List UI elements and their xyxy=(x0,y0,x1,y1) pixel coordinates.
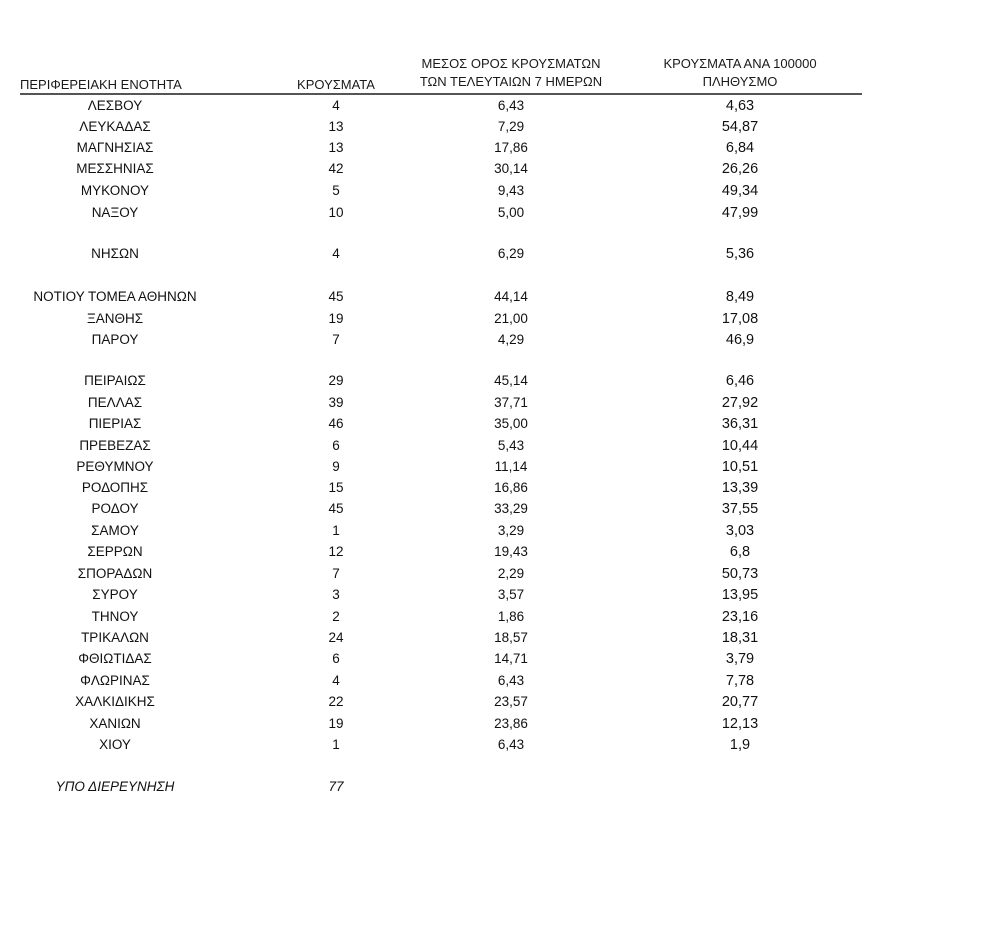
table-row xyxy=(0,437,1000,455)
table-row xyxy=(0,331,1000,349)
cell-avg-7-days: 9,43 xyxy=(497,183,525,198)
cell-cases: 7 xyxy=(332,332,340,347)
cell-avg-7-days: 19,43 xyxy=(494,544,528,559)
cell-cases: 42 xyxy=(328,161,344,176)
table-row xyxy=(0,736,1000,754)
cell-avg-7-days: 35,00 xyxy=(494,416,528,431)
cell-avg-7-days: 16,86 xyxy=(494,480,528,495)
cell-region: ΡΟΔΟΠΗΣ xyxy=(81,480,149,495)
table-row xyxy=(0,608,1000,626)
cell-avg-7-days: 18,57 xyxy=(494,630,528,645)
cell-region: ΠΡΕΒΕΖΑΣ xyxy=(79,438,151,453)
cell-region: ΣΕΡΡΩΝ xyxy=(87,544,143,559)
cell-region: ΝΑΞΟΥ xyxy=(91,205,139,220)
cell-avg-7-days: 30,14 xyxy=(494,161,528,176)
cell-per-100k: 10,51 xyxy=(721,459,759,475)
cell-per-100k: 26,26 xyxy=(721,161,759,177)
cell-per-100k: 13,95 xyxy=(721,587,759,603)
cell-avg-7-days: 17,86 xyxy=(494,140,528,155)
cell-per-100k: 27,92 xyxy=(721,395,759,411)
cell-avg-7-days: 23,57 xyxy=(494,694,528,709)
cell-cases: 4 xyxy=(332,98,340,113)
cell-cases: 22 xyxy=(328,694,344,709)
table-row xyxy=(0,479,1000,497)
cell-per-100k: 3,03 xyxy=(725,523,755,539)
cell-per-100k: 6,46 xyxy=(725,373,755,389)
cell-cases: 9 xyxy=(332,459,340,474)
cell-cases: 19 xyxy=(328,716,344,731)
cell-cases: 1 xyxy=(332,523,340,538)
cell-region: ΠΕΙΡΑΙΩΣ xyxy=(84,373,146,388)
cell-avg-7-days: 2,29 xyxy=(497,566,525,581)
table-row xyxy=(0,415,1000,433)
cell-per-100k: 49,34 xyxy=(721,183,759,199)
cell-avg-7-days: 4,29 xyxy=(497,332,525,347)
cell-region: ΣΥΡΟΥ xyxy=(92,587,138,602)
cell-region: ΣΠΟΡΑΔΩΝ xyxy=(77,566,153,581)
cell-region: ΞΑΝΘΗΣ xyxy=(86,311,144,326)
cell-region: ΦΘΙΩΤΙΔΑΣ xyxy=(78,651,152,666)
cell-per-100k: 1,9 xyxy=(729,737,751,753)
cell-cases: 24 xyxy=(328,630,344,645)
table-row xyxy=(0,372,1000,390)
table-row xyxy=(0,715,1000,733)
cell-avg-7-days: 3,29 xyxy=(497,523,525,538)
cell-region: ΜΥΚΟΝΟΥ xyxy=(80,183,150,198)
cell-region: ΠΕΛΛΑΣ xyxy=(87,395,143,410)
header-divider xyxy=(20,93,862,95)
cell-cases: 3 xyxy=(332,587,340,602)
header-avg-line-1: ΜΕΣΟΣ ΟΡΟΣ ΚΡΟΥΣΜΑΤΩΝ xyxy=(421,56,601,71)
cell-per-100k: 5,36 xyxy=(725,246,755,262)
cell-cases: 4 xyxy=(332,673,340,688)
table-row xyxy=(0,204,1000,222)
table-row xyxy=(0,522,1000,540)
cell-per-100k: 37,55 xyxy=(721,501,759,517)
cell-region: ΣΑΜΟΥ xyxy=(91,523,139,538)
cell-avg-7-days: 45,14 xyxy=(494,373,528,388)
header-region: ΠΕΡΙΦΕΡΕΙΑΚΗ ΕΝΟΤΗΤΑ xyxy=(20,77,182,92)
table-row xyxy=(0,543,1000,561)
cell-cases: 13 xyxy=(328,140,344,155)
footer-row xyxy=(0,778,1000,796)
cell-cases: 6 xyxy=(332,438,340,453)
header-per100k-line-2: ΠΛΗΘΥΣΜΟ xyxy=(702,74,778,89)
cell-region: ΜΑΓΝΗΣΙΑΣ xyxy=(76,140,154,155)
cell-cases: 12 xyxy=(328,544,344,559)
cell-avg-7-days: 37,71 xyxy=(494,395,528,410)
cell-avg-7-days: 7,29 xyxy=(497,119,525,134)
cell-region: ΠΙΕΡΙΑΣ xyxy=(88,416,142,431)
cell-cases: 4 xyxy=(332,246,340,261)
table-row xyxy=(0,500,1000,518)
cell-cases: 13 xyxy=(328,119,344,134)
cell-avg-7-days: 6,43 xyxy=(497,673,525,688)
cell-cases: 39 xyxy=(328,395,344,410)
cell-cases: 46 xyxy=(328,416,344,431)
cell-per-100k: 46,9 xyxy=(725,332,755,348)
cell-avg-7-days: 33,29 xyxy=(494,501,528,516)
cell-per-100k: 13,39 xyxy=(721,480,759,496)
table-row xyxy=(0,650,1000,668)
table-row xyxy=(0,182,1000,200)
cell-region: ΝΗΣΩΝ xyxy=(91,246,139,261)
cell-cases: 45 xyxy=(328,501,344,516)
table-row xyxy=(0,310,1000,328)
cell-avg-7-days: 21,00 xyxy=(494,311,528,326)
cell-cases: 5 xyxy=(332,183,340,198)
cell-region: ΤΗΝΟΥ xyxy=(91,609,139,624)
cell-avg-7-days: 23,86 xyxy=(494,716,528,731)
cell-per-100k: 17,08 xyxy=(721,311,759,327)
cell-avg-7-days: 5,00 xyxy=(497,205,525,220)
header-avg-7-days xyxy=(408,55,614,91)
table-row xyxy=(0,160,1000,178)
cell-per-100k: 6,8 xyxy=(729,544,751,560)
cell-avg-7-days: 6,43 xyxy=(497,737,525,752)
cell-region: ΛΕΥΚΑΔΑΣ xyxy=(79,119,151,134)
cell-avg-7-days: 5,43 xyxy=(497,438,525,453)
header-cases: ΚΡΟΥΣΜΑΤΑ xyxy=(297,77,375,92)
table-row xyxy=(0,118,1000,136)
cell-cases: 29 xyxy=(328,373,344,388)
cell-per-100k: 3,79 xyxy=(725,651,755,667)
cell-avg-7-days: 11,14 xyxy=(494,459,528,474)
cell-region: ΡΟΔΟΥ xyxy=(91,501,139,516)
cell-per-100k: 23,16 xyxy=(721,609,759,625)
table-row xyxy=(0,458,1000,476)
cell-per-100k: 20,77 xyxy=(721,694,759,710)
cell-per-100k: 12,13 xyxy=(721,716,759,732)
cell-per-100k: 8,49 xyxy=(725,289,755,305)
cell-cases: 2 xyxy=(332,609,340,624)
header-cases-per-100k xyxy=(642,55,838,91)
cell-region: ΜΕΣΣΗΝΙΑΣ xyxy=(76,161,154,176)
table-row xyxy=(0,394,1000,412)
cell-per-100k: 7,78 xyxy=(725,673,755,689)
cell-per-100k: 10,44 xyxy=(721,438,759,454)
table-row xyxy=(0,693,1000,711)
cell-avg-7-days: 44,14 xyxy=(494,289,528,304)
table-row xyxy=(0,565,1000,583)
cell-per-100k: 47,99 xyxy=(721,205,759,221)
cell-cases: 7 xyxy=(332,566,340,581)
cell-per-100k: 18,31 xyxy=(721,630,759,646)
cell-per-100k: 50,73 xyxy=(721,566,759,582)
cell-cases: 15 xyxy=(328,480,344,495)
cell-region: ΡΕΘΥΜΝΟΥ xyxy=(76,459,154,474)
cell-per-100k: 6,84 xyxy=(725,140,755,156)
cell-cases: 1 xyxy=(332,737,340,752)
cell-per-100k: 4,63 xyxy=(725,98,755,114)
cell-cases: 10 xyxy=(328,205,344,220)
cell-region: ΦΛΩΡΙΝΑΣ xyxy=(80,673,150,688)
cell-per-100k: 36,31 xyxy=(721,416,759,432)
footer-label: ΥΠΟ ΔΙΕΡΕΥΝΗΣΗ xyxy=(55,779,175,794)
cell-region: ΠΑΡΟΥ xyxy=(91,332,139,347)
cell-region: ΧΙΟΥ xyxy=(99,737,131,752)
cell-avg-7-days: 14,71 xyxy=(494,651,528,666)
cell-region: ΧΑΛΚΙΔΙΚΗΣ xyxy=(75,694,155,709)
cell-cases: 6 xyxy=(332,651,340,666)
cell-avg-7-days: 6,29 xyxy=(497,246,525,261)
table-row xyxy=(0,288,1000,306)
header-per100k-line-1: ΚΡΟΥΣΜΑΤΑ ΑΝΑ 100000 xyxy=(663,56,817,71)
footer-cases: 77 xyxy=(328,779,344,794)
table-row xyxy=(0,629,1000,647)
cell-avg-7-days: 3,57 xyxy=(497,587,525,602)
table-row xyxy=(0,97,1000,115)
cell-region: ΧΑΝΙΩΝ xyxy=(89,716,141,731)
cell-avg-7-days: 6,43 xyxy=(497,98,525,113)
header-avg-line-2: ΤΩΝ ΤΕΛΕΥΤΑΙΩΝ 7 ΗΜΕΡΩΝ xyxy=(419,74,603,89)
cell-region: ΝΟΤΙΟΥ ΤΟΜΕΑ ΑΘΗΝΩΝ xyxy=(33,289,197,304)
cell-avg-7-days: 1,86 xyxy=(497,609,525,624)
table-row xyxy=(0,586,1000,604)
cell-cases: 45 xyxy=(328,289,344,304)
cell-region: ΤΡΙΚΑΛΩΝ xyxy=(81,630,149,645)
table-row xyxy=(0,672,1000,690)
cell-cases: 19 xyxy=(328,311,344,326)
table-row xyxy=(0,139,1000,157)
cell-per-100k: 54,87 xyxy=(721,119,759,135)
table-row xyxy=(0,245,1000,263)
cell-region: ΛΕΣΒΟΥ xyxy=(87,98,143,113)
